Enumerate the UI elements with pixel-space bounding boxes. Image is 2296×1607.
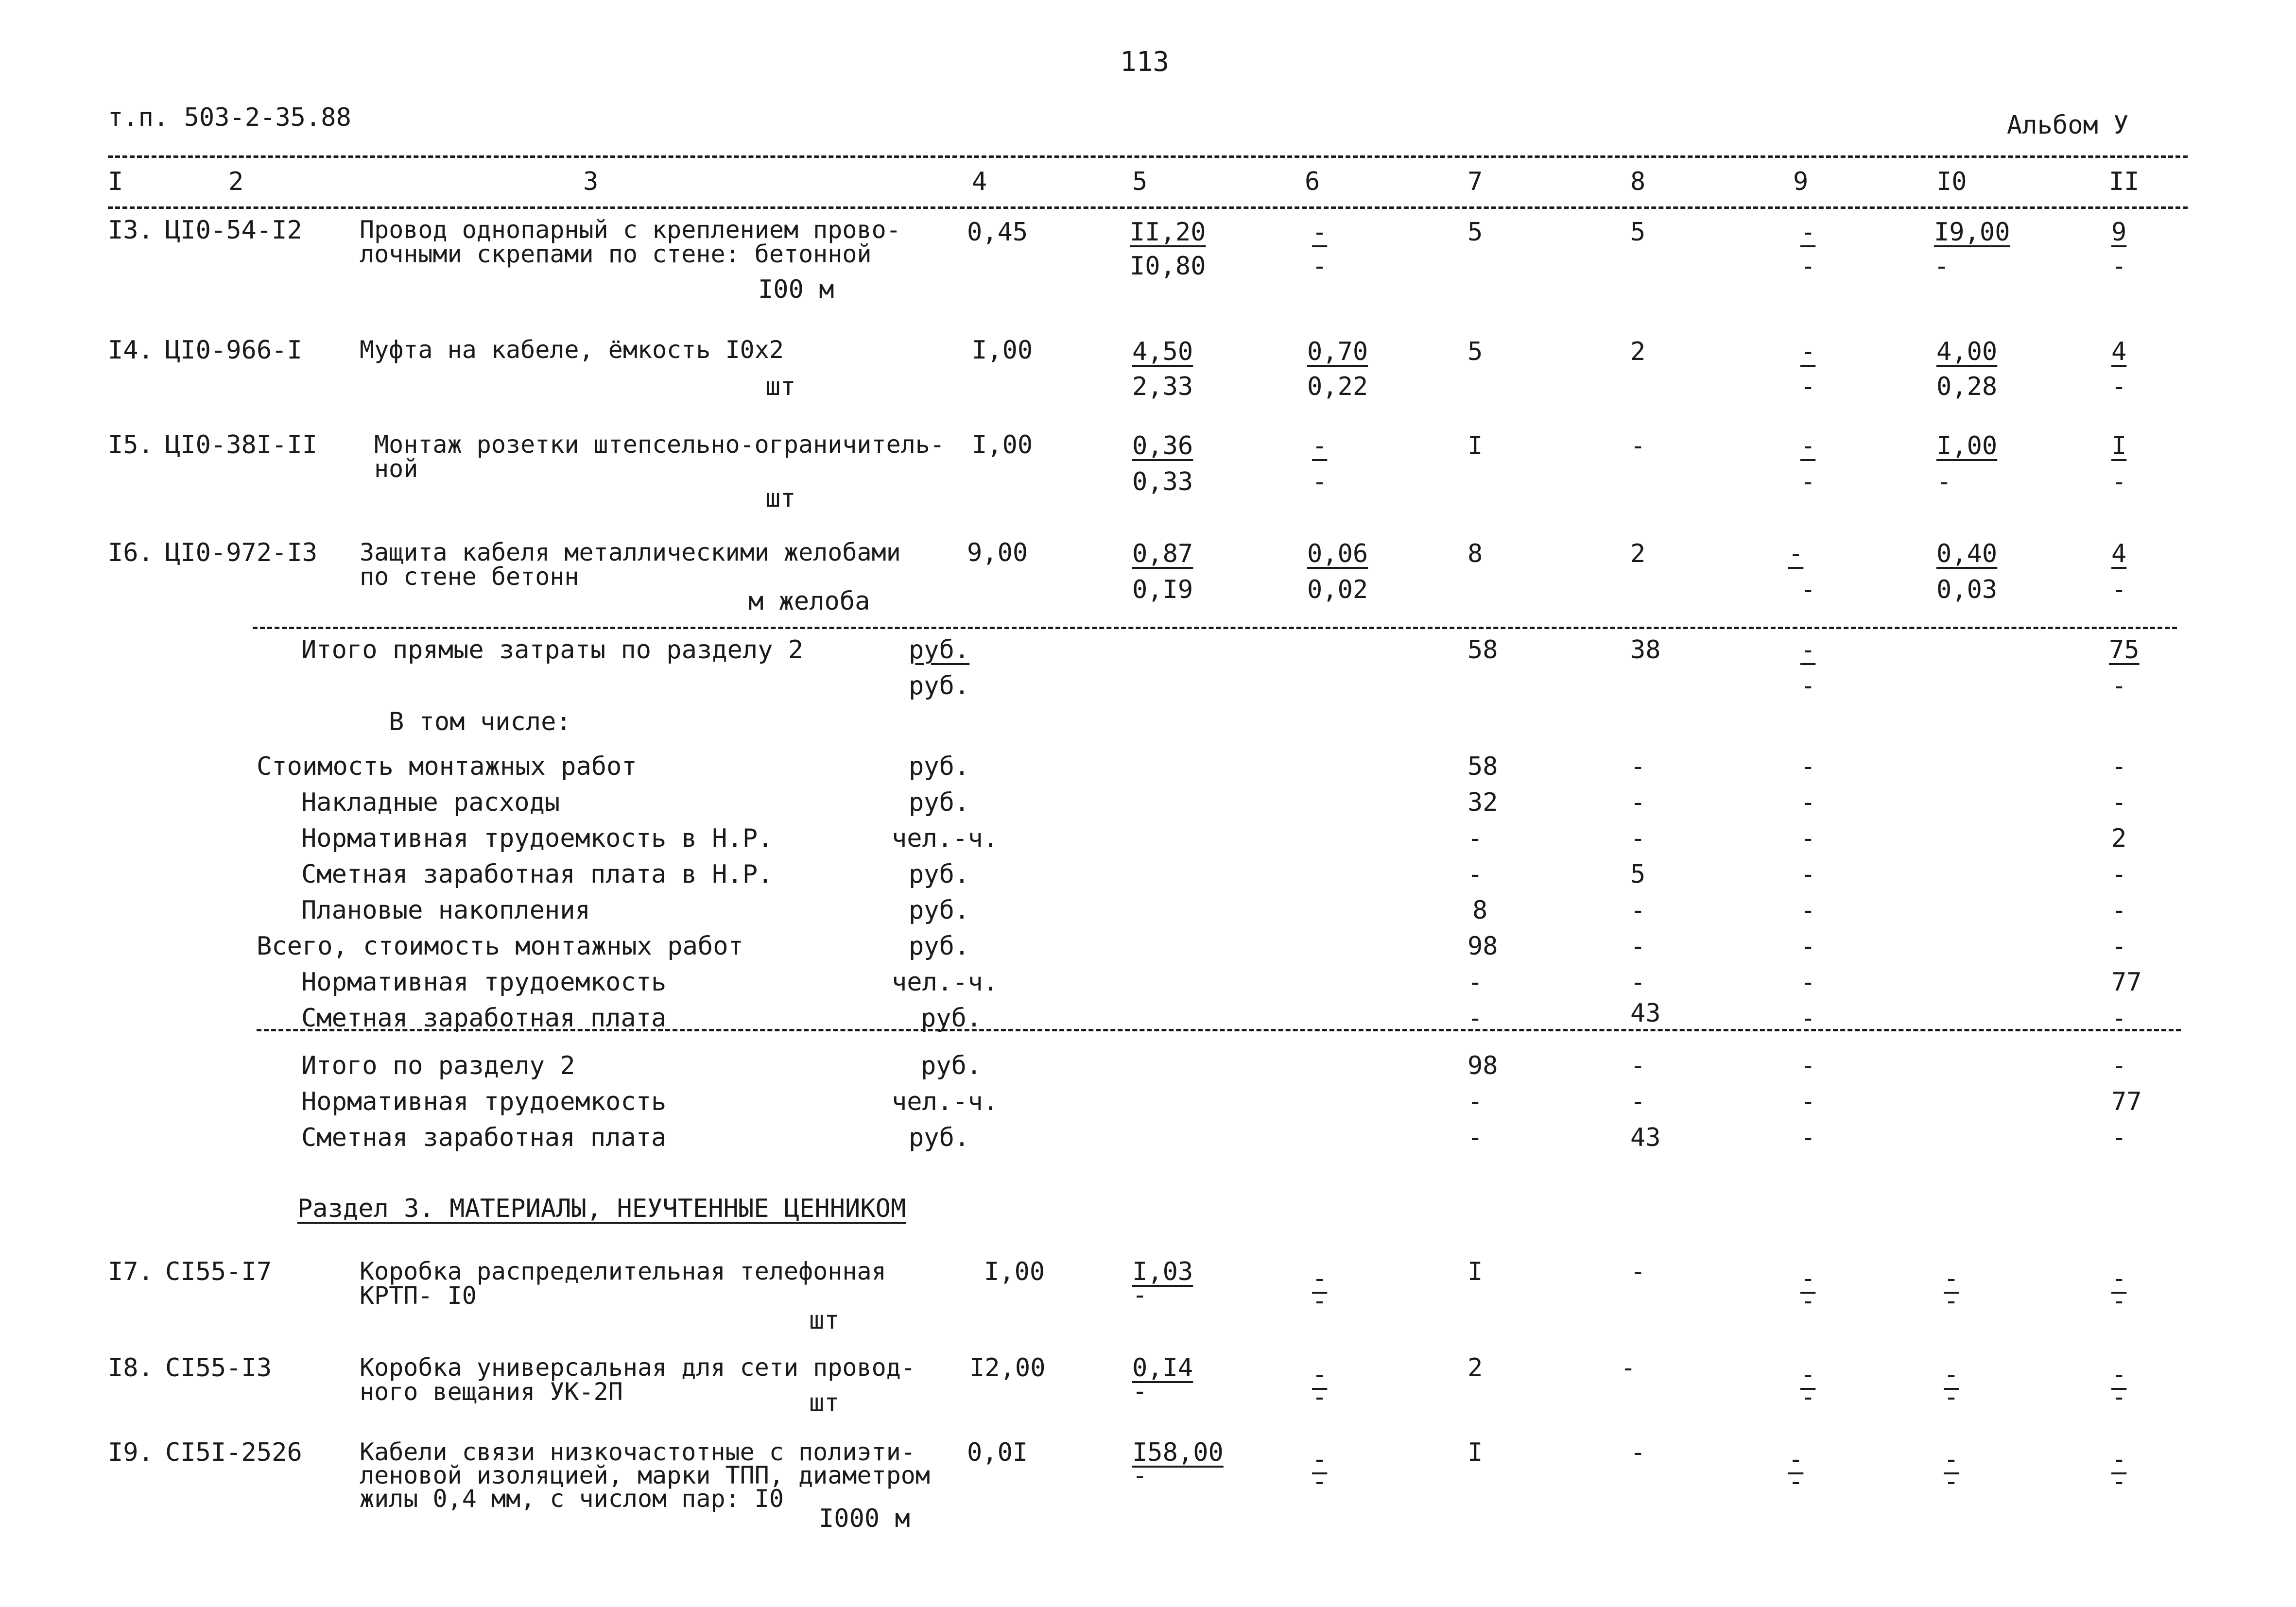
header-rule-top bbox=[108, 155, 2188, 158]
summary-col9: - bbox=[1800, 788, 1816, 817]
cell-col10-top: - bbox=[1944, 1264, 1959, 1293]
cell-col11-top: - bbox=[2111, 1445, 2127, 1474]
totals-rule bbox=[253, 627, 2177, 629]
cell-col6-bottom: - bbox=[1312, 467, 1328, 496]
cell-col8: 2 bbox=[1630, 539, 1646, 568]
summary-col9: - bbox=[1800, 752, 1816, 781]
row-number: I4. bbox=[108, 336, 154, 365]
cell-col9-top: - bbox=[1788, 539, 1804, 568]
row-description: Защита кабеля металлическими желобами bbox=[360, 538, 901, 566]
summary-col11: - bbox=[2111, 788, 2127, 817]
cell-col10-top: I9,00 bbox=[1934, 218, 2010, 247]
cell-col10-bottom: - bbox=[1944, 1286, 1959, 1316]
summary-label: Сметная заработная плата bbox=[301, 1004, 667, 1033]
column-header-7: 7 bbox=[1467, 167, 1483, 196]
cell-col11-top: I bbox=[2111, 431, 2127, 461]
totals-col7: 58 bbox=[1467, 635, 1498, 665]
summary-col9: - bbox=[1800, 968, 1816, 997]
cell-col10-top: 0,40 bbox=[1936, 539, 1998, 568]
cell-col5-top: 4,50 bbox=[1132, 337, 1193, 366]
column-header-4: 4 bbox=[972, 167, 987, 196]
summary-col9: - bbox=[1800, 860, 1816, 889]
cell-col9-bottom: - bbox=[1788, 1467, 1804, 1496]
summary-col7: - bbox=[1467, 1004, 1483, 1033]
summary-col7: - bbox=[1467, 968, 1483, 997]
cell-col6-bottom: - bbox=[1312, 1383, 1328, 1412]
summary-label: Сметная заработная плата в Н.Р. bbox=[301, 860, 773, 889]
cell-col11-bottom: - bbox=[2111, 1383, 2127, 1412]
summary-col8: - bbox=[1630, 752, 1646, 781]
summary-col9: - bbox=[1800, 824, 1816, 853]
cell-col7: I bbox=[1467, 1438, 1483, 1467]
summary-col9: - bbox=[1800, 896, 1816, 925]
section-total-col8: 43 bbox=[1630, 1123, 1661, 1152]
cell-col5-bottom: - bbox=[1132, 1281, 1148, 1310]
album-label: Альбом У bbox=[2007, 111, 2129, 140]
header-rule-bottom bbox=[108, 206, 2188, 209]
cell-col9-bottom: - bbox=[1800, 467, 1816, 496]
section-total-col9: - bbox=[1800, 1051, 1816, 1080]
section-total-label: Нормативная трудоемкость bbox=[301, 1087, 667, 1116]
summary-unit: руб. bbox=[909, 752, 970, 781]
document-code: т.п. 503-2-35.88 bbox=[108, 103, 351, 132]
cell-col5-top: I58,00 bbox=[1132, 1438, 1224, 1467]
summary-col11: - bbox=[2111, 1004, 2127, 1033]
cell-col9-top: - bbox=[1800, 218, 1816, 247]
totals-col8: 38 bbox=[1630, 635, 1661, 665]
row-number: I8. bbox=[108, 1353, 154, 1383]
summary-col8: 5 bbox=[1630, 860, 1646, 889]
row-code: CI55-I7 bbox=[165, 1257, 272, 1286]
cell-col10-top: - bbox=[1944, 1445, 1959, 1474]
cell-col7: I bbox=[1467, 431, 1483, 461]
summary-unit: чел.-ч. bbox=[892, 824, 999, 853]
cell-col10-bottom: - bbox=[1944, 1467, 1959, 1496]
row-code: CI5I-2526 bbox=[165, 1438, 302, 1467]
cell-col8: 2 bbox=[1630, 337, 1646, 366]
column-header-8: 8 bbox=[1630, 167, 1646, 196]
totals-unit-1: руб. bbox=[909, 635, 970, 665]
cell-col11-bottom: - bbox=[2111, 252, 2127, 281]
column-header-5: 5 bbox=[1132, 167, 1148, 196]
summary-col11: 77 bbox=[2111, 968, 2142, 997]
cell-col9-top: - bbox=[1800, 1264, 1816, 1293]
row-code: ЦI0-972-I3 bbox=[165, 538, 318, 567]
cell-col6-bottom: 0,02 bbox=[1307, 575, 1368, 604]
cell-col6-top: - bbox=[1312, 431, 1328, 461]
cell-col5-bottom: - bbox=[1132, 1461, 1148, 1490]
section-total-col8: - bbox=[1630, 1051, 1646, 1080]
summary-unit: чел.-ч. bbox=[892, 968, 999, 997]
row-description: Муфта на кабеле, ёмкость I0x2 bbox=[360, 336, 784, 364]
summary-col8: - bbox=[1630, 932, 1646, 961]
cell-col11-bottom: - bbox=[2111, 1286, 2127, 1316]
totals-unit-2: руб. bbox=[909, 671, 970, 701]
row-description: по стене бетонн bbox=[360, 563, 579, 591]
cell-col10-top: I,00 bbox=[1936, 431, 1998, 461]
row-unit: I00 м bbox=[758, 275, 834, 304]
column-header-9: 9 bbox=[1793, 167, 1809, 196]
row-quantity: 0,0I bbox=[967, 1438, 1028, 1467]
row-description: ной bbox=[374, 455, 418, 483]
section-heading: Раздел 3. МАТЕРИАЛЫ, НЕУЧТЕННЫЕ ЦЕННИКОМ bbox=[297, 1194, 906, 1223]
summary-col11: - bbox=[2111, 896, 2127, 925]
cell-col8: - bbox=[1630, 1438, 1646, 1467]
cell-col7: 2 bbox=[1467, 1353, 1483, 1383]
cell-col5-top: 0,87 bbox=[1132, 539, 1193, 568]
cell-col5-bottom: 0,33 bbox=[1132, 467, 1193, 496]
page-number: 113 bbox=[1120, 46, 1170, 78]
row-unit: I000 м bbox=[819, 1504, 910, 1533]
summary-col11: - bbox=[2111, 752, 2127, 781]
totals-col9-bottom: - bbox=[1800, 671, 1816, 701]
cell-col11-top: 9 bbox=[2111, 218, 2127, 247]
column-header-3: 3 bbox=[583, 167, 599, 196]
section-total-unit: руб. bbox=[921, 1051, 982, 1080]
summary-col7: - bbox=[1467, 860, 1483, 889]
summary-col7: - bbox=[1467, 824, 1483, 853]
cell-col9-top: - bbox=[1800, 337, 1816, 366]
row-number: I9. bbox=[108, 1438, 154, 1467]
section-total-col8: - bbox=[1630, 1087, 1646, 1116]
summary-col11: 2 bbox=[2111, 824, 2127, 853]
cell-col9-top: - bbox=[1800, 1360, 1816, 1389]
cell-col7: 8 bbox=[1467, 539, 1483, 568]
cell-col6-bottom: - bbox=[1312, 252, 1328, 281]
section-total-col7: 98 bbox=[1467, 1051, 1498, 1080]
cell-col8: - bbox=[1630, 431, 1646, 461]
cell-col9-top: - bbox=[1800, 431, 1816, 461]
row-number: I5. bbox=[108, 430, 154, 460]
cell-col5-top: II,20 bbox=[1130, 218, 1206, 247]
section-total-col9: - bbox=[1800, 1087, 1816, 1116]
cell-col5-bottom: - bbox=[1132, 1377, 1148, 1406]
totals-label: Итого прямые затраты по разделу 2 bbox=[301, 635, 804, 665]
cell-col6-top: - bbox=[1312, 1445, 1328, 1474]
row-quantity: I2,00 bbox=[969, 1353, 1046, 1383]
including-heading: В том числе: bbox=[389, 707, 571, 736]
row-quantity: I,00 bbox=[972, 336, 1033, 365]
summary-col8: - bbox=[1630, 896, 1646, 925]
row-unit: шт bbox=[765, 484, 796, 513]
cell-col11-bottom: - bbox=[2111, 575, 2127, 604]
section-total-label: Итого по разделу 2 bbox=[301, 1051, 575, 1080]
row-description: жилы 0,4 мм, с числом пар: I0 bbox=[360, 1485, 784, 1513]
cell-col9-bottom: - bbox=[1800, 1383, 1816, 1412]
row-code: ЦI0-54-I2 bbox=[165, 216, 302, 245]
column-header-2: 2 bbox=[228, 167, 244, 196]
cell-col11-bottom: - bbox=[2111, 467, 2127, 496]
row-description: Коробка универсальная для сети провод- bbox=[360, 1353, 915, 1382]
summary-unit: руб. bbox=[921, 1004, 982, 1033]
summary-label: Накладные расходы bbox=[301, 788, 560, 817]
row-description: Провод однопарный с креплением прово- bbox=[360, 216, 901, 244]
summary-col11: - bbox=[2111, 860, 2127, 889]
summary-col9: - bbox=[1800, 1004, 1816, 1033]
row-number: I6. bbox=[108, 538, 154, 567]
cell-col5-bottom: 2,33 bbox=[1132, 372, 1193, 401]
summary-unit: руб. bbox=[909, 932, 970, 961]
summary-unit: руб. bbox=[909, 788, 970, 817]
summary-col8: - bbox=[1630, 824, 1646, 853]
section-total-col11: - bbox=[2111, 1123, 2127, 1152]
cell-col9-bottom: - bbox=[1800, 1286, 1816, 1316]
summary-label: Плановые накопления bbox=[301, 896, 590, 925]
cell-col9-top: - bbox=[1788, 1445, 1804, 1474]
cell-col7: 5 bbox=[1467, 337, 1483, 366]
cell-col9-bottom: - bbox=[1800, 252, 1816, 281]
cell-col11-top: 4 bbox=[2111, 337, 2127, 366]
section-total-col7: - bbox=[1467, 1087, 1483, 1116]
row-description: Коробка распределительная телефонная bbox=[360, 1257, 886, 1285]
totals-col9-top: - bbox=[1800, 635, 1816, 665]
row-number: I3. bbox=[108, 216, 154, 245]
column-header-1: I bbox=[108, 167, 123, 196]
row-quantity: 0,45 bbox=[967, 218, 1028, 247]
row-description: ного вещания УК-2П bbox=[360, 1378, 623, 1406]
summary-col7: 32 bbox=[1467, 788, 1498, 817]
cell-col11-top: - bbox=[2111, 1360, 2127, 1389]
cell-col10-bottom: - bbox=[1934, 252, 1950, 281]
summary-col7: 98 bbox=[1467, 932, 1498, 961]
cell-col11-bottom: - bbox=[2111, 1467, 2127, 1496]
cell-col8: - bbox=[1630, 1257, 1646, 1286]
cell-col6-bottom: - bbox=[1312, 1286, 1328, 1316]
summary-col8: - bbox=[1630, 788, 1646, 817]
cell-col5-top: 0,36 bbox=[1132, 431, 1193, 461]
row-quantity: I,00 bbox=[984, 1257, 1045, 1286]
section-total-label: Сметная заработная плата bbox=[301, 1123, 667, 1152]
cell-col6-top: - bbox=[1312, 218, 1328, 247]
cell-col6-top: 0,70 bbox=[1307, 337, 1368, 366]
totals-col11-bottom: - bbox=[2111, 671, 2127, 701]
summary-rule bbox=[257, 1029, 2181, 1031]
row-quantity: 9,00 bbox=[967, 538, 1028, 567]
row-quantity: I,00 bbox=[972, 430, 1033, 460]
cell-col7: 5 bbox=[1467, 218, 1483, 247]
summary-col7: 58 bbox=[1467, 752, 1498, 781]
cell-col7: I bbox=[1467, 1257, 1483, 1286]
cell-col6-top: - bbox=[1312, 1360, 1328, 1389]
cell-col6-bottom: - bbox=[1312, 1467, 1328, 1496]
section-total-col9: - bbox=[1800, 1123, 1816, 1152]
row-code: ЦI0-966-I bbox=[165, 336, 302, 365]
row-number: I7. bbox=[108, 1257, 154, 1286]
summary-label: Нормативная трудоемкость bbox=[301, 968, 667, 997]
column-header-10: I0 bbox=[1936, 167, 1967, 196]
cell-col11-bottom: - bbox=[2111, 372, 2127, 401]
cell-col10-bottom: 0,03 bbox=[1936, 575, 1998, 604]
summary-unit: руб. bbox=[909, 860, 970, 889]
row-description: Монтаж розетки штепсельно-ограничитель- bbox=[374, 430, 945, 459]
summary-col9: - bbox=[1800, 932, 1816, 961]
section-total-unit: чел.-ч. bbox=[892, 1087, 999, 1116]
section-total-col11: - bbox=[2111, 1051, 2127, 1080]
cell-col10-bottom: 0,28 bbox=[1936, 372, 1998, 401]
column-header-11: II bbox=[2109, 167, 2140, 196]
cell-col6-top: 0,06 bbox=[1307, 539, 1368, 568]
row-unit: м желоба bbox=[748, 587, 870, 616]
column-header-6: 6 bbox=[1305, 167, 1320, 196]
summary-col8: - bbox=[1630, 968, 1646, 997]
cell-col5-top: I,03 bbox=[1132, 1257, 1193, 1286]
row-description: лочными скрепами по стене: бетонной bbox=[360, 240, 872, 268]
summary-label: Всего, стоимость монтажных работ bbox=[257, 932, 743, 961]
cell-col10-bottom: - bbox=[1944, 1383, 1959, 1412]
totals-col11-top: 75 bbox=[2109, 635, 2140, 665]
row-code: CI55-I3 bbox=[165, 1353, 272, 1383]
row-description: Кабели связи низкочастотные с полиэти- bbox=[360, 1438, 915, 1466]
cell-col10-bottom: - bbox=[1936, 467, 1952, 496]
section-total-col7: - bbox=[1467, 1123, 1483, 1152]
cell-col9-bottom: - bbox=[1800, 372, 1816, 401]
section-total-col11: 77 bbox=[2111, 1087, 2142, 1116]
summary-col7: 8 bbox=[1472, 896, 1488, 925]
cell-col6-bottom: 0,22 bbox=[1307, 372, 1368, 401]
row-unit: шт bbox=[765, 372, 796, 401]
section-total-unit: руб. bbox=[909, 1123, 970, 1152]
row-unit: шт bbox=[809, 1388, 840, 1418]
cell-col10-top: 4,00 bbox=[1936, 337, 1998, 366]
cell-col9-bottom: - bbox=[1800, 575, 1816, 604]
summary-col11: - bbox=[2111, 932, 2127, 961]
summary-col8: 43 bbox=[1630, 999, 1661, 1028]
row-description: леновой изоляцией, марки ТПП, диаметром bbox=[360, 1461, 930, 1489]
cell-col11-top: - bbox=[2111, 1264, 2127, 1293]
cell-col8: - bbox=[1621, 1353, 1636, 1383]
cell-col5-bottom: I0,80 bbox=[1130, 252, 1206, 281]
summary-label: Нормативная трудоемкость в Н.Р. bbox=[301, 824, 773, 853]
row-code: ЦI0-38I-II bbox=[165, 430, 318, 460]
summary-label: Стоимость монтажных работ bbox=[257, 752, 637, 781]
summary-unit: руб. bbox=[909, 896, 970, 925]
cell-col11-top: 4 bbox=[2111, 539, 2127, 568]
cell-col5-top: 0,I4 bbox=[1132, 1353, 1193, 1383]
row-description: КРТП- I0 bbox=[360, 1282, 477, 1310]
cell-col5-bottom: 0,I9 bbox=[1132, 575, 1193, 604]
row-unit: шт bbox=[809, 1306, 840, 1335]
cell-col6-top: - bbox=[1312, 1264, 1328, 1293]
cell-col10-top: - bbox=[1944, 1360, 1959, 1389]
cell-col8: 5 bbox=[1630, 218, 1646, 247]
